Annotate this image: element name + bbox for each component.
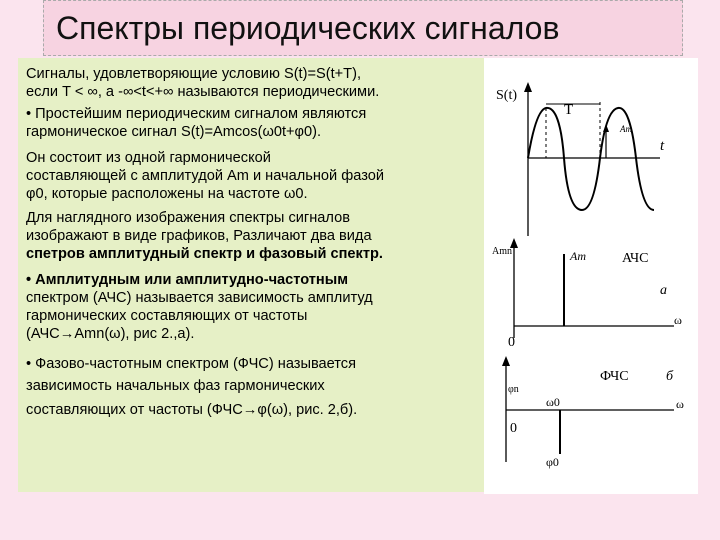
- text-line: составляющей с амплитудой Am и начальной фазой: [26, 168, 385, 184]
- ach-ylabel: Amn: [492, 246, 512, 257]
- fch-letter: б: [666, 369, 674, 384]
- fch-title: ФЧС: [600, 369, 629, 384]
- text-line: спектром (АЧС) называется зависимость амплитуд: [26, 290, 373, 306]
- ach-zero: 0: [508, 335, 515, 350]
- text-line: • Фазово-частотным спектром (ФЧС) называется: [26, 356, 357, 372]
- amplitude-arrow: [603, 124, 609, 132]
- ach-peak-label: Am: [570, 249, 586, 263]
- text-line: гармонических составляющих от частоты: [26, 308, 308, 324]
- fch-zero: 0: [510, 421, 517, 436]
- amplitude-spectrum-plot: [492, 238, 682, 350]
- wave-y-arrow: [524, 82, 532, 92]
- text-line: зависимость начальных фаз гармонических: [26, 378, 325, 394]
- ach-xlabel: ω: [674, 313, 682, 327]
- phase-spectrum-plot: [502, 356, 684, 469]
- text-line: Он состоит из одной гармонической: [26, 150, 271, 166]
- title-box: [43, 0, 683, 56]
- fch-xlabel: ω: [676, 397, 684, 411]
- text-line: гармоническое сигнал S(t)=Amcos(ω0t+φ0).: [26, 124, 322, 140]
- spectrum-figure: [484, 58, 698, 494]
- figure-panel: [484, 58, 698, 494]
- text-panel: [18, 58, 486, 492]
- wave-amp-label: Am: [620, 124, 632, 134]
- wave-period-label: T: [564, 102, 574, 118]
- fch-w0-label: ω0: [546, 395, 560, 409]
- slide-title: Спектры периодических сигналов: [56, 10, 560, 46]
- text-line: Для наглядного изображения спектры сигналов: [26, 210, 350, 226]
- fch-y-arrow: [502, 356, 510, 366]
- sine-wave-plot: [496, 82, 665, 236]
- text-line: если T < ∞, а -∞<t<+∞ называются периодическими.: [26, 84, 380, 100]
- text-line: • Простейшим периодическим сигналом являются: [26, 106, 367, 122]
- fch-phi-label: φ0: [546, 455, 559, 469]
- wave-xlabel: t: [660, 138, 665, 154]
- text-line: • Амплитудным или амплитудно-частотным: [26, 272, 348, 288]
- ach-title: АЧС: [622, 251, 649, 266]
- text-line: (АЧС→Amn(ω), рис 2.,а).: [26, 326, 195, 342]
- sine-curve: [528, 108, 654, 210]
- text-line: составляющих от частоты (ФЧС→φ(ω), рис. 2,б).: [26, 402, 358, 418]
- ach-letter: а: [660, 283, 667, 298]
- text-line: спетров амплитудный спектр и фазовый спектр.: [26, 246, 383, 262]
- text-line: φ0, которые расположены на частоте ω0.: [26, 186, 308, 202]
- text-line: изображают в виде графиков, Различают два вида: [26, 228, 372, 244]
- wave-ylabel: S(t): [496, 88, 517, 103]
- fch-ylabel: φn: [508, 384, 519, 395]
- text-line: Сигналы, удовлетворяющие условию S(t)=S(t+T),: [26, 66, 361, 82]
